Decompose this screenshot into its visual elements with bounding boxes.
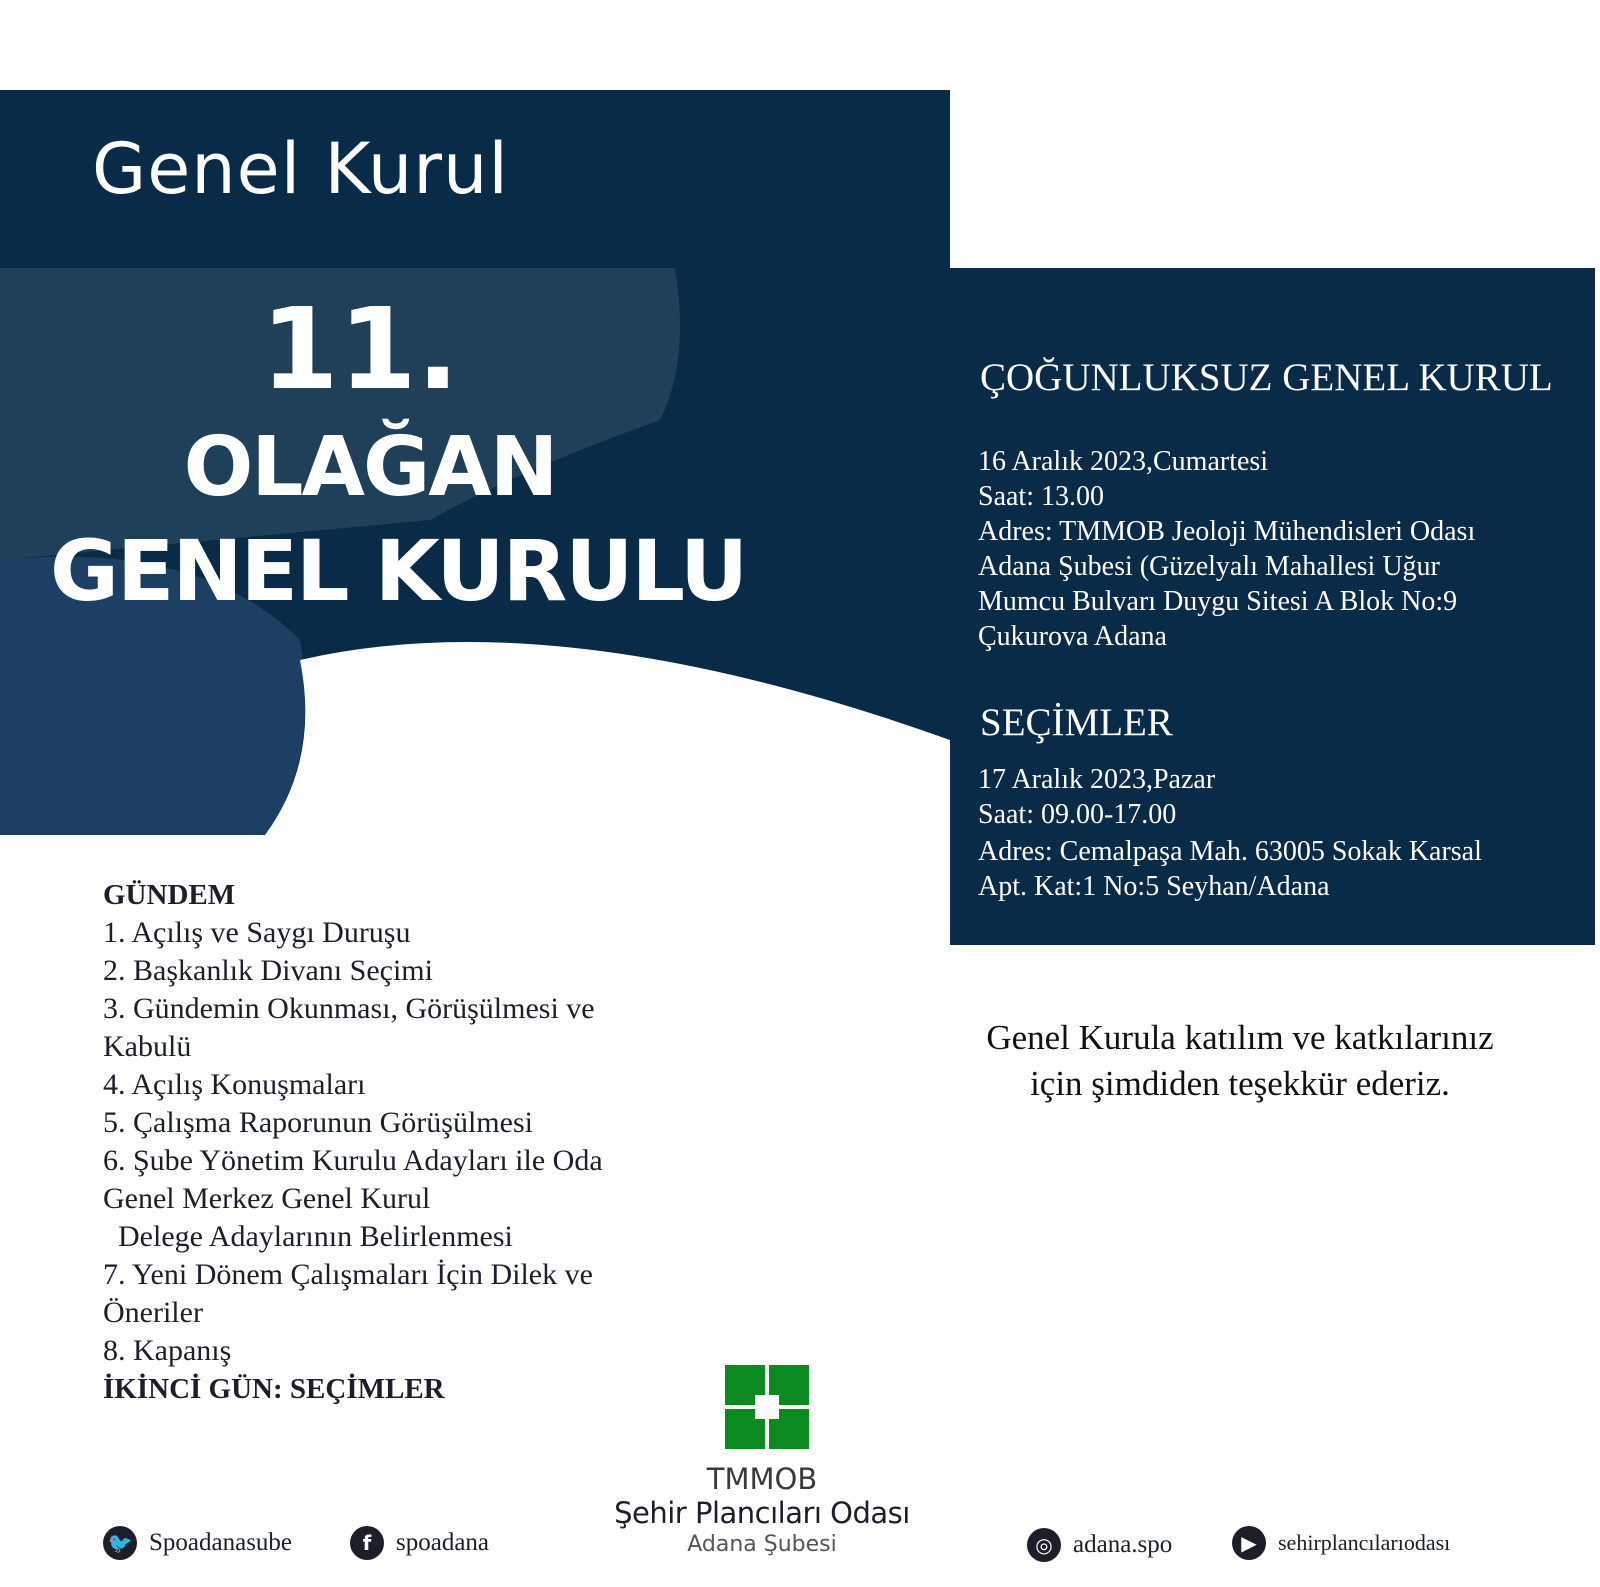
agenda-second-day: İKİNCİ GÜN: SEÇİMLER — [103, 1373, 445, 1405]
facebook-handle: spoadana — [396, 1529, 490, 1556]
meeting-time: Saat: 13.00 — [978, 481, 1104, 512]
facebook-link[interactable] — [350, 1526, 489, 1560]
elections-time: Saat: 09.00-17.00 — [978, 799, 1177, 830]
agenda-item: 5. Çalışma Raporunun Görüşülmesi — [103, 1106, 533, 1139]
meeting-address-line: Adana Şubesi (Güzelyalı Mahallesi Uğur — [978, 551, 1440, 582]
twitter-handle: Spoadanasube — [149, 1529, 293, 1556]
agenda-item: 4. Açılış Konuşmaları — [103, 1068, 366, 1101]
agenda-item: Kabulü — [103, 1030, 192, 1063]
instagram-icon: ◎ — [1027, 1528, 1061, 1562]
youtube-handle: sehirplancılarıodası — [1278, 1530, 1451, 1555]
logo-org: TMMOB — [706, 1462, 818, 1496]
meeting-address-line: Mumcu Bulvarı Duygu Sitesi A Blok No:9 — [978, 586, 1458, 617]
elections-address-line: Adres: Cemalpaşa Mah. 63005 Sokak Karsal — [978, 836, 1482, 867]
agenda-item: 2. Başkanlık Divanı Seçimi — [103, 954, 433, 987]
youtube-link[interactable] — [1232, 1526, 1450, 1560]
elections-date: 17 Aralık 2023,Pazar — [978, 764, 1216, 795]
agenda-item: 1. Açılış ve Saygı Duruşu — [103, 916, 411, 949]
meeting-address-line: Çukurova Adana — [978, 621, 1167, 652]
agenda-heading: GÜNDEM — [103, 879, 236, 911]
elections-heading: SEÇİMLER — [980, 701, 1173, 744]
headline-line3: GENEL KURULU — [50, 522, 747, 620]
meeting-heading: ÇOĞUNLUKSUZ GENEL KURUL — [980, 356, 1553, 399]
instagram-handle: adana.spo — [1073, 1531, 1173, 1558]
headline-line2: OLAĞAN — [183, 420, 557, 515]
agenda-item: Genel Merkez Genel Kurul — [103, 1182, 431, 1215]
thanks-line1: Genel Kurula katılım ve katkılarınız — [986, 1018, 1494, 1057]
youtube-icon: ▶ — [1232, 1526, 1266, 1560]
logo-branch: Adana Şubesi — [687, 1532, 837, 1557]
meeting-date: 16 Aralık 2023,Cumartesi — [978, 446, 1269, 477]
meeting-address-line: Adres: TMMOB Jeoloji Mühendisleri Odası — [978, 516, 1476, 547]
thanks-line2: için şimdiden teşekkür ederiz. — [1030, 1064, 1450, 1103]
logo-name: Şehir Plancıları Odası — [614, 1496, 910, 1530]
twitter-link[interactable] — [103, 1526, 292, 1560]
agenda-item: Delege Adaylarının Belirlenmesi — [103, 1220, 513, 1253]
twitter-icon: 🐦 — [103, 1526, 137, 1560]
elections-address-line: Apt. Kat:1 No:5 Seyhan/Adana — [978, 871, 1330, 902]
agenda-item: Öneriler — [103, 1296, 203, 1329]
elections-details — [978, 762, 1482, 904]
facebook-icon: f — [350, 1526, 384, 1560]
agenda-item: 7. Yeni Dönem Çalışmaları İçin Dilek ve — [103, 1258, 593, 1291]
instagram-link[interactable] — [1027, 1528, 1172, 1562]
meeting-details — [978, 444, 1475, 654]
agenda — [103, 876, 703, 1408]
spo-logo-icon — [725, 1365, 809, 1449]
agenda-item: 6. Şube Yönetim Kurulu Adayları ile Oda — [103, 1144, 603, 1177]
page-title: Genel Kurul — [92, 128, 509, 210]
thank-you-message — [950, 1015, 1530, 1107]
headline-number: 11. — [260, 285, 460, 415]
agenda-item: 8. Kapanış — [103, 1334, 232, 1367]
agenda-item: 3. Gündemin Okunması, Görüşülmesi ve — [103, 992, 595, 1025]
